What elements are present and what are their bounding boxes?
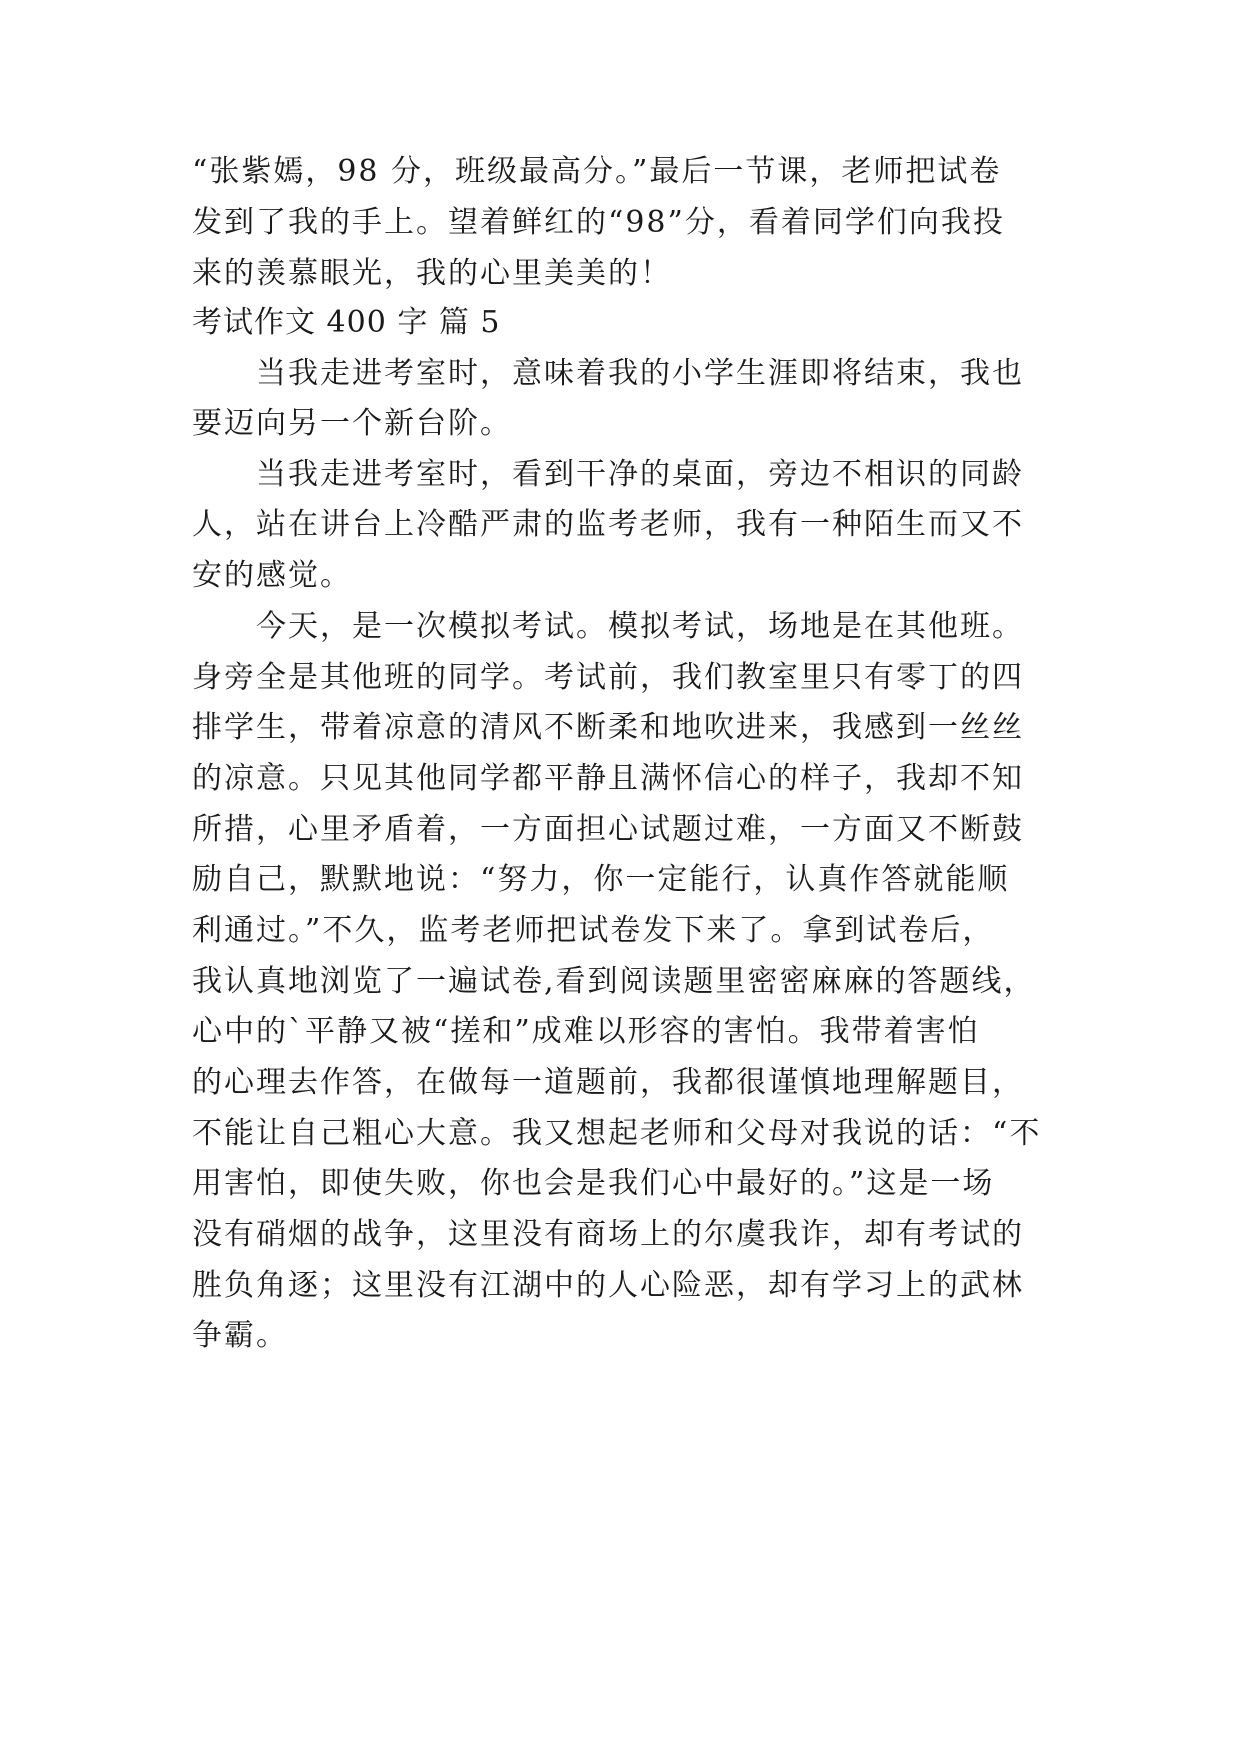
text-line: “张紫嫣，98 分，班级最高分。”最后一节课，老师把试卷: [192, 154, 1002, 189]
text-line: 所措，心里矛盾着，一方面担心试题过难，一方面又不断鼓: [192, 812, 1024, 847]
text-line: 当我走进考室时，看到干净的桌面，旁边不相识的同龄: [256, 457, 1024, 492]
text-line: 争霸。: [192, 1318, 288, 1353]
text-line: 排学生，带着凉意的清风不断柔和地吹进来，我感到一丝丝: [192, 710, 1024, 745]
text-line: 没有硝烟的战争，这里没有商场上的尔虞我诈，却有考试的: [192, 1217, 1024, 1252]
section-title: 考试作文 400 字 篇 5: [192, 305, 501, 340]
text-line: 胜负角逐；这里没有江湖中的人心险恶，却有学习上的武林: [192, 1268, 1024, 1303]
text-line: 发到了我的手上。望着鲜红的“98”分，看着同学们向我投: [192, 205, 1005, 240]
text-line: 的凉意。只见其他同学都平静且满怀信心的样子，我却不知: [192, 761, 1024, 796]
text-line: 来的羡慕眼光，我的心里美美的！: [192, 256, 672, 291]
text-line: 身旁全是其他班的同学。考试前，我们教室里只有零丁的四: [192, 660, 1024, 695]
text-line: 安的感觉。: [192, 558, 352, 593]
text-line: 励自己，默默地说：“努力，你一定能行，认真作答就能顺: [192, 862, 1010, 897]
text-line: 当我走进考室时，意味着我的小学生涯即将结束，我也: [256, 356, 1024, 391]
text-line: 今天，是一次模拟考试。模拟考试，场地是在其他班。: [256, 609, 1024, 644]
text-line: 我认真地浏览了一遍试卷,看到阅读题里密密麻麻的答题线，: [192, 964, 1036, 999]
text-line: 人，站在讲台上冷酷严肃的监考老师，我有一种陌生而又不: [192, 507, 1024, 542]
text-line: 要迈向另一个新台阶。: [192, 406, 512, 441]
text-line: 不能让自己粗心大意。我又想起老师和父母对我说的话：“不: [192, 1116, 1042, 1151]
text-line: 心中的`平静又被“搓和”成难以形容的害怕。我带着害怕: [192, 1014, 980, 1049]
text-line: 用害怕，即使失败，你也会是我们心中最好的。”这是一场: [192, 1166, 995, 1201]
text-line: 利通过。”不久，监考老师把试卷发下来了。拿到试卷后，: [192, 913, 995, 948]
text-line: 的心理去作答，在做每一道题前，我都很谨慎地理解题目，: [192, 1065, 1024, 1100]
